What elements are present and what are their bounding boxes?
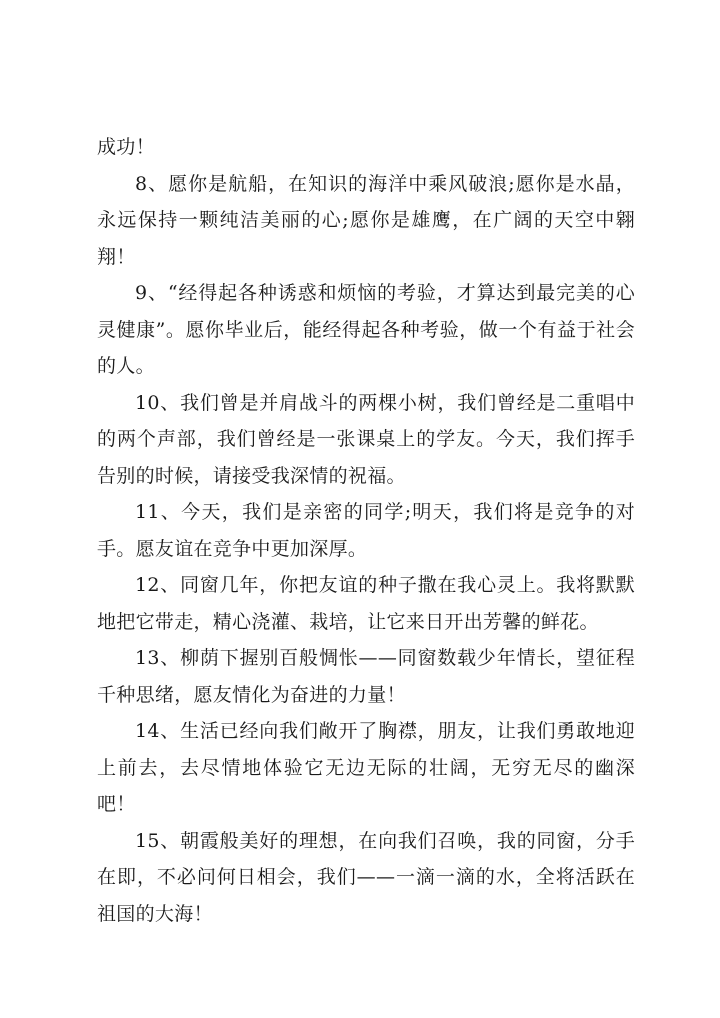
paragraph-item-14: 14、生活已经向我们敞开了胸襟，朋友，让我们勇敢地迎上前去，去尽情地体验它无边无际的壮阔，无穷无尽的幽深吧！ <box>97 720 635 815</box>
paragraph-item-15: 15、朝霞般美好的理想，在向我们召唤，我的同窗，分手在即，不必问何日相会，我们——一滴一滴的水，全将活跃在祖国的大海！ <box>97 829 635 925</box>
paragraph-item-9: 9、“经得起各种诱惑和烦恼的考验，才算达到最完美的心灵健康”。愿你毕业后，能经得起各种考验，做一个有益于社会的人。 <box>97 282 635 377</box>
paragraph-item-8: 8、愿你是航船，在知识的海洋中乘风破浪;愿你是水晶，永远保持一颗纯洁美丽的心;愿你是雄鹰，在广阔的天空中翱翔！ <box>97 172 635 268</box>
document-body <box>97 129 635 932</box>
paragraph-item-11: 11、今天，我们是亲密的同学;明天，我们将是竞争的对手。愿友谊在竞争中更加深厚。 <box>97 501 635 560</box>
paragraph-item-13: 13、柳荫下握别百般惆怅——同窗数载少年情长，望征程千种思绪，愿友情化为奋进的力量！ <box>97 647 635 706</box>
paragraph-item-10: 10、我们曾是并肩战斗的两棵小树，我们曾经是二重唱中的两个声部，我们曾经是一张课桌上的学友。今天，我们挥手告别的时候，请接受我深情的祝福。 <box>97 391 635 487</box>
paragraph-item-12: 12、同窗几年，你把友谊的种子撒在我心灵上。我将默默地把它带走，精心浇灌、栽培，让它来日开出芳馨的鲜花。 <box>97 574 635 633</box>
paragraph-continuation: 成功！ <box>97 136 155 158</box>
